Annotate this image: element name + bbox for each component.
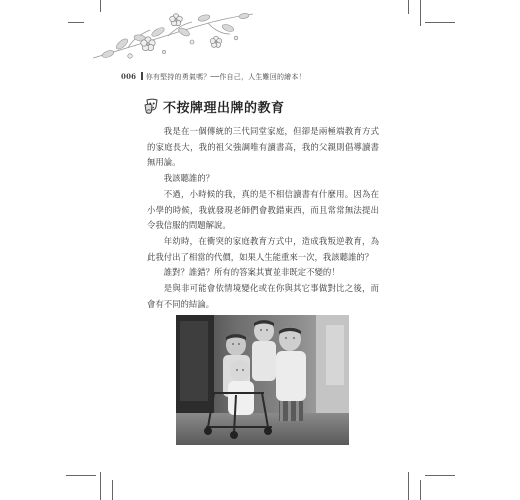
crop-mark-bottom-left-h (66, 475, 96, 476)
paragraph: 是與非可能會依情境變化或在你與其它事做對比之後，而會有不同的結論。 (147, 283, 379, 309)
floral-ornament-icon (88, 8, 258, 66)
crop-mark-bottom-right (408, 472, 409, 500)
crop-mark-top-left-h (68, 22, 84, 23)
paragraph: 年幼時，在衝突的家庭教育方式中，造成我叛逆教育，為此我付出了相當的代價，如果人生能重來一次，我該聽誰的？ (147, 235, 379, 262)
crop-mark-bottom-left (100, 472, 101, 500)
children-photo (176, 315, 349, 445)
header-separator (141, 72, 143, 80)
paragraph: 我是在一個傳統的三代同堂家庭，但卻是兩極端教育方式的家庭長大，我的祖父強調唯有讀書高，我的父親則倡導讀書無用論。 (147, 126, 379, 168)
section-heading (144, 97, 285, 116)
crop-mark-top-right-h (425, 22, 455, 23)
section-title: 不按牌理出牌的教育 (163, 101, 285, 116)
paragraph: 誰對？誰錯？所有的答案其實並非既定不變的！ (163, 267, 340, 278)
running-header (121, 72, 306, 82)
book-title: 你有堅持的勇氣嗎？──作自己，人生難回的繪本！ (145, 73, 306, 81)
paragraph: 我該聽誰的？ (163, 173, 215, 184)
drama-mask-icon (144, 98, 160, 116)
crop-mark-bottom-left-2 (112, 480, 113, 500)
crop-mark-bottom-right-h (425, 475, 455, 476)
body-text (147, 124, 379, 312)
page-number: 006 (121, 72, 137, 81)
photo-image (176, 315, 349, 445)
crop-mark-top-right-2 (408, 0, 409, 14)
crop-mark-bottom-right-2 (420, 480, 421, 500)
paragraph: 不過，小時候的我，真的是不相信讀書有什麼用。因為在小學的時候，我就發現老師們會教錯東西，而且常常無法提出令我信服的問題解說。 (147, 188, 379, 231)
crop-mark-top-right (420, 0, 421, 26)
